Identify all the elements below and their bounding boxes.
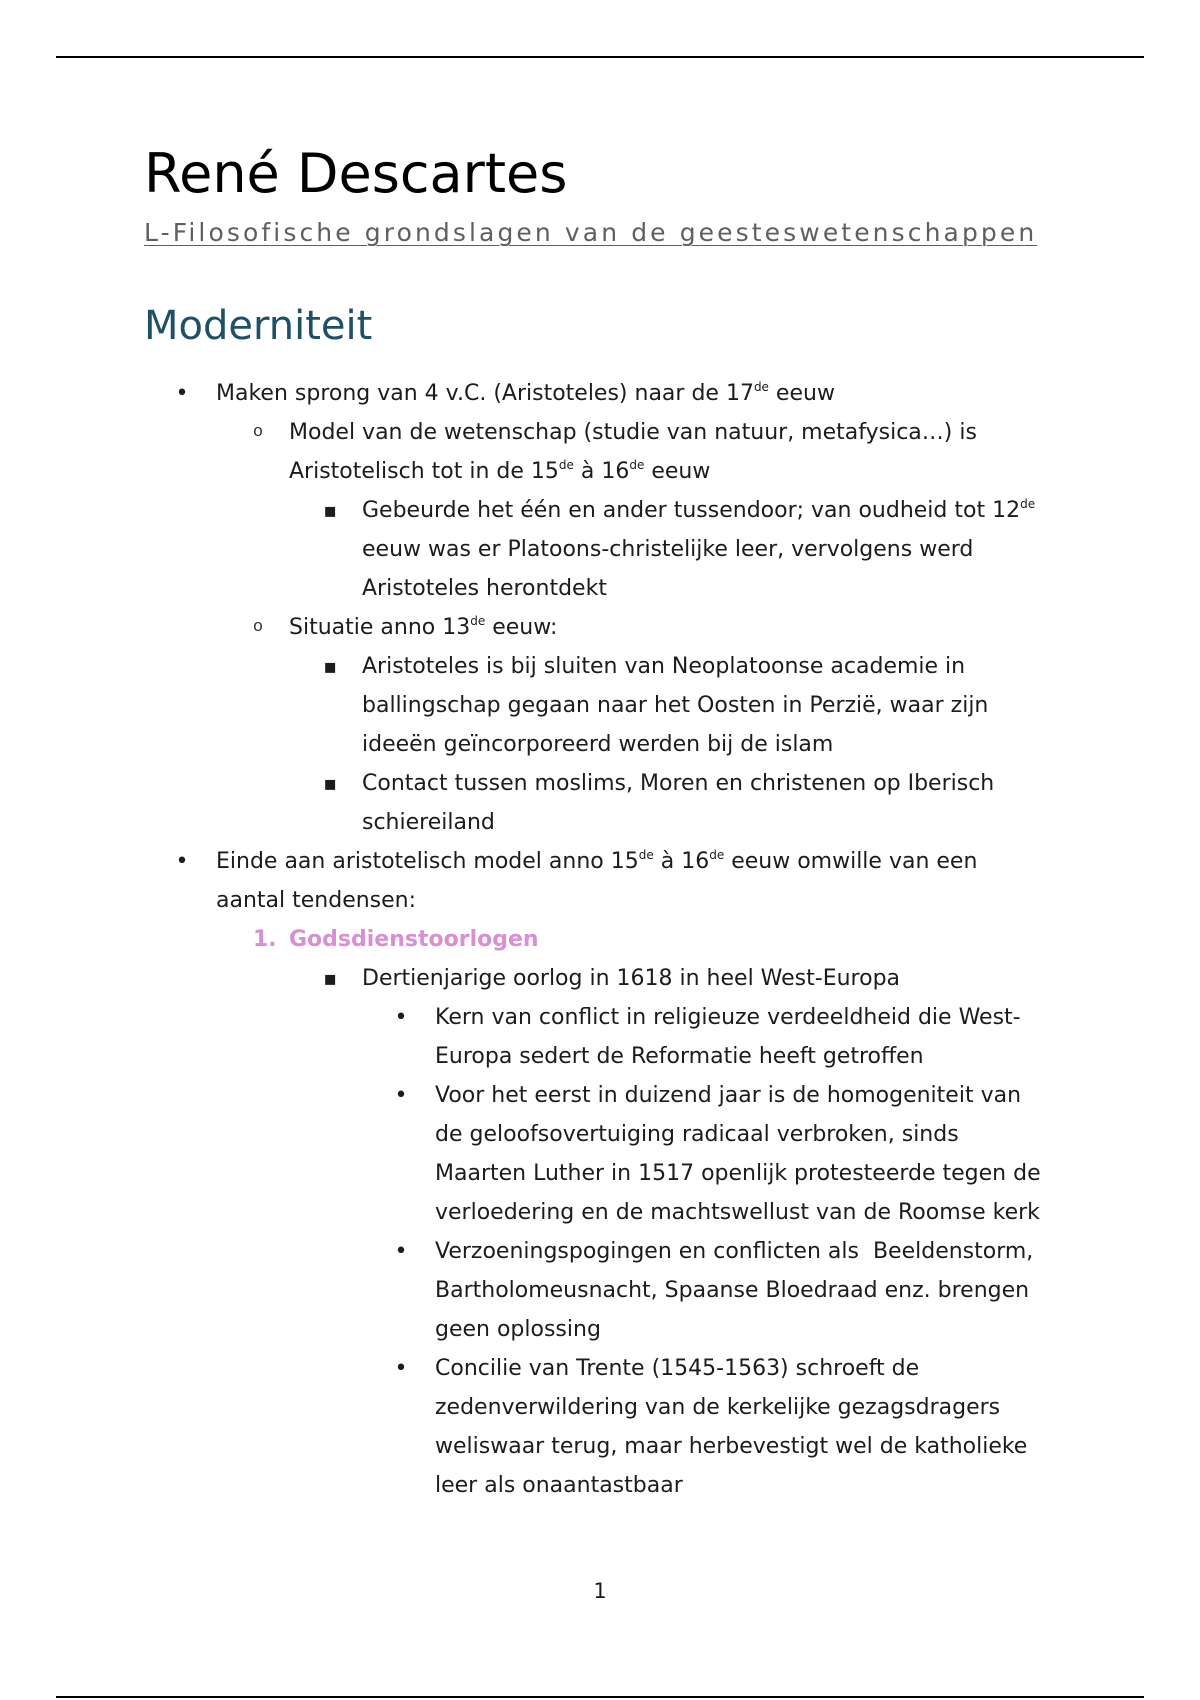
line-text: à 16 (653, 849, 710, 874)
outline-line (435, 1115, 1200, 1154)
line-text: schiereiland (362, 810, 495, 835)
line-text: eeuw omwille van een (724, 849, 978, 874)
outline-item (362, 1232, 1200, 1349)
line-text: Dertienjarige oorlog in 1618 in heel West-Europa (362, 966, 901, 991)
line-text: Gebeurde het één en ander tussendoor; van oudheid tot 12 (362, 498, 1021, 523)
line-text: Aristoteles herontdekt (362, 576, 607, 601)
numbered-item (216, 920, 1200, 1505)
line-text: Aristoteles is bij sluiten van Neoplatoonse academie in (362, 654, 966, 679)
outline-line (435, 1232, 1200, 1271)
bullet-marker: • (394, 1356, 408, 1381)
line-text: Concilie van Trente (1545-1563) schroeft de (435, 1356, 920, 1381)
outline-line (435, 1466, 1200, 1505)
document-subtitle: L-Filosofische grondslagen van de geesteswetenschappen (144, 218, 1038, 247)
outline-line (435, 1427, 1200, 1466)
line-text: Godsdienstoorlogen (289, 927, 539, 952)
line-text: eeuw: (485, 615, 558, 640)
outline-item (216, 413, 1200, 608)
bullet-marker: ▪ (323, 771, 337, 795)
outline-line (289, 608, 1200, 647)
outline-line (435, 1193, 1200, 1232)
line-text: eeuw (644, 459, 711, 484)
outline-line (289, 452, 1200, 491)
superscript: de (753, 380, 769, 394)
bullet-marker: ▪ (323, 654, 337, 678)
superscript: de (1020, 497, 1036, 511)
line-text: Europa sedert de Reformatie heeft getroffen (435, 1044, 924, 1069)
bullet-marker: ▪ (323, 498, 337, 522)
line-text: Model van de wetenschap (studie van natuur, metafysica…) is (289, 420, 977, 445)
outline-line (289, 413, 1200, 452)
line-text: zedenverwildering van de kerkelijke gezagsdragers (435, 1395, 1001, 1420)
line-text: Voor het eerst in duizend jaar is de homogeniteit van (435, 1083, 1022, 1108)
superscript: de (470, 614, 486, 628)
footer-rule (56, 1696, 1144, 1698)
bullet-marker: o (252, 618, 264, 637)
outline-line (362, 686, 1200, 725)
outline-item (289, 491, 1200, 608)
line-text: eeuw (768, 381, 835, 406)
outline-item (216, 608, 1200, 842)
line-text: geen oplossing (435, 1317, 601, 1342)
document-title: René Descartes (144, 142, 568, 205)
outline-item (362, 998, 1200, 1076)
outline-line (216, 842, 1200, 881)
outline-item (289, 647, 1200, 764)
outline-line (435, 1388, 1200, 1427)
line-text: ideeën geïncorporeerd werden bij de islam (362, 732, 834, 757)
outline-item (0, 374, 1200, 842)
bullet-marker: o (252, 423, 264, 442)
line-text: ballingschap gegaan naar het Oosten in Perzië, waar zijn (362, 693, 989, 718)
line-text: Kern van conflict in religieuze verdeeldheid die West- (435, 1005, 1021, 1030)
line-text: Contact tussen moslims, Moren en christenen op Iberisch (362, 771, 995, 796)
line-text: weliswaar terug, maar herbevestigt wel de katholieke (435, 1434, 1028, 1459)
outline-line (435, 1349, 1200, 1388)
line-text: leer als onaantastbaar (435, 1473, 683, 1498)
outline-item (362, 1349, 1200, 1505)
outline-item (362, 1076, 1200, 1232)
bullet-marker: • (394, 1239, 408, 1264)
outline-line (362, 803, 1200, 842)
outline-line (216, 374, 1200, 413)
outline-list (0, 374, 1200, 1505)
line-text: Bartholomeusnacht, Spaanse Bloedraad enz. brengen (435, 1278, 1030, 1303)
outline-line (435, 1076, 1200, 1115)
superscript: de (638, 848, 654, 862)
bullet-marker: • (394, 1005, 408, 1030)
line-text: Maken sprong van 4 v.C. (Aristoteles) naar de 17 (216, 381, 754, 406)
outline-line (435, 998, 1200, 1037)
line-text: Situatie anno 13 (289, 615, 471, 640)
superscript: de (629, 458, 645, 472)
outline-line (435, 1310, 1200, 1349)
line-text: de geloofsovertuiging radicaal verbroken, sinds (435, 1122, 959, 1147)
bullet-marker: • (175, 849, 189, 874)
superscript: de (558, 458, 574, 472)
bullet-marker: • (175, 381, 189, 406)
superscript: de (709, 848, 725, 862)
outline-line (362, 764, 1200, 803)
page-number: 1 (593, 1579, 607, 1603)
outline-line (362, 491, 1200, 530)
bullet-marker: • (394, 1083, 408, 1108)
outline-line (362, 569, 1200, 608)
outline-line (435, 1271, 1200, 1310)
line-text: verloedering en de machtswellust van de Roomse kerk (435, 1200, 1040, 1225)
outline-line (435, 1037, 1200, 1076)
outline-item (289, 959, 1200, 1505)
bullet-marker: ▪ (323, 966, 337, 990)
outline-line (435, 1154, 1200, 1193)
line-text: eeuw was er Platoons-christelijke leer, vervolgens werd (362, 537, 974, 562)
section-heading: Moderniteit (144, 303, 373, 349)
outline-line (362, 725, 1200, 764)
outline-item (289, 764, 1200, 842)
number-marker: 1. (253, 927, 277, 952)
line-text: Aristotelisch tot in de 15 (289, 459, 559, 484)
header-rule (56, 56, 1144, 58)
outline-line (362, 647, 1200, 686)
line-text: à 16 (573, 459, 630, 484)
outline-line (362, 530, 1200, 569)
outline-line (216, 881, 1200, 920)
line-text: Maarten Luther in 1517 openlijk protesteerde tegen de (435, 1161, 1041, 1186)
line-text: Verzoeningspogingen en conflicten als Beeldenstorm, (435, 1239, 1034, 1264)
line-text: Einde aan aristotelisch model anno 15 (216, 849, 639, 874)
line-text: aantal tendensen: (216, 888, 417, 913)
outline-line (362, 959, 1200, 998)
outline-item (0, 842, 1200, 1505)
numbered-heading (289, 920, 1200, 959)
